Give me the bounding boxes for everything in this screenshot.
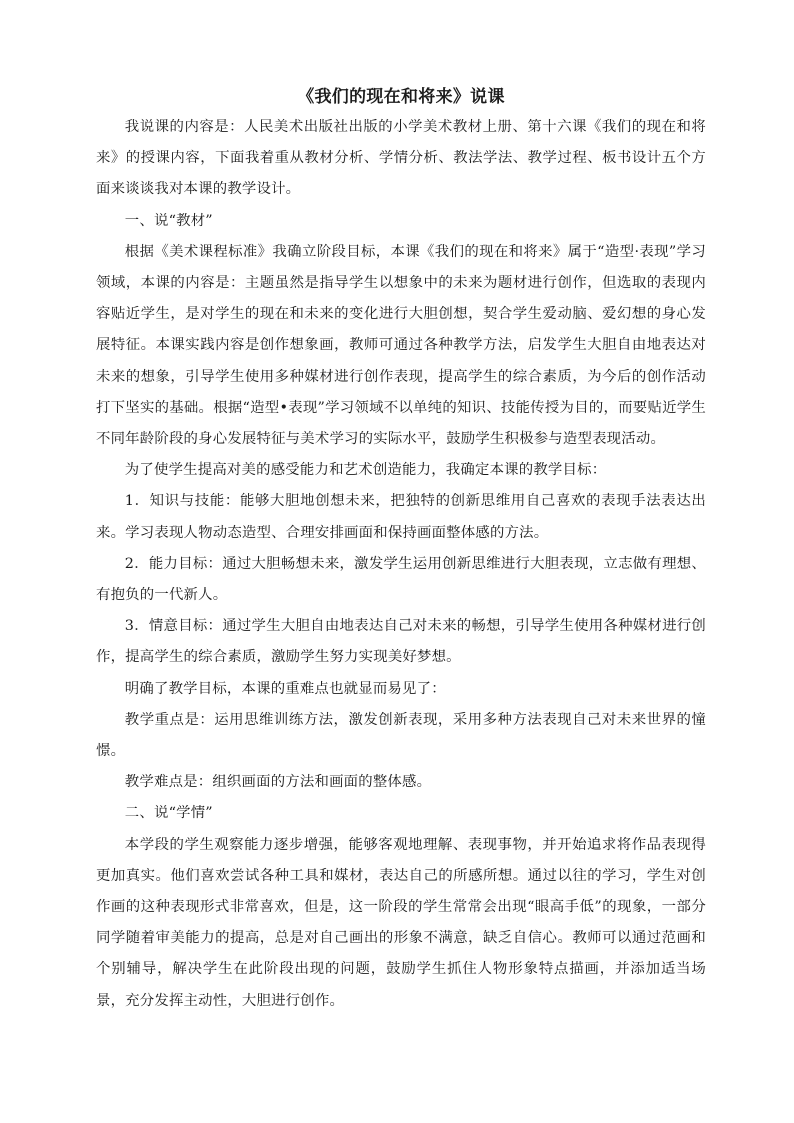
goal-emotion: 3．情意目标：通过学生大胆自由地表达自己对未来的畅想，引导学生使用各种媒材进行创作，提高学生的综合素质，激励学生努力实现美好梦想。 <box>96 618 706 666</box>
paragraph-learner-analysis: 本学段的学生观察能力逐步增强，能够客观地理解、表现事物，并开始追求将作品表现得更加真实。他们喜欢尝试各种工具和媒材，表达自己的所感所想。通过以往的学习，学生对创作画的这种表现形式非常喜欢，但是，这一阶段的学生常常会出现“眼高手低”的现象，一部分同学随着审美能力的提高，总是对自己画出的形象不满意，缺乏自信心。教师可以通过范画和个别辅导，解决学生在此阶段出现的问题，鼓励学生抓住人物形象特点描画，并添加适当场景，充分发挥主动性，大胆进行创作。 <box>96 836 706 1009</box>
paragraph-key-points-intro: 明确了教学目标，本课的重难点也就显而易见了： <box>124 680 446 697</box>
section-heading-learners: 二、说“学情” <box>124 805 213 822</box>
goal-ability: 2．能力目标：通过大胆畅想未来，激发学生运用创新思维进行大胆表现，立志做有理想、有抱负的一代新人。 <box>96 555 706 604</box>
teaching-difficulty: 教学难点是：组织画面的方法和画面的整体感。 <box>124 774 432 791</box>
teaching-key-point: 教学重点是：运用思维训练方法，激发创新表现，采用多种方法表现自己对未来世界的憧憬。 <box>96 711 706 760</box>
paragraph-intro: 我说课的内容是：人民美术出版社出版的小学美术教材上册、第十六课《我们的现在和将来》的授课内容，下面我着重从教材分析、学情分析、教法学法、教学过程、板书设计五个方面来谈谈我对本课的教学设计。 <box>96 119 706 198</box>
goal-knowledge-skills: 1．知识与技能：能够大胆地创想未来，把独特的创新思维用自己喜欢的表现手法表达出来。学习表现人物动态造型、合理安排画面和保持画面整体感的方法。 <box>96 493 706 541</box>
paragraph-textbook-analysis: 根据《美术课程标准》我确立阶段目标，本课《我们的现在和将来》属于“造型·表现”学习领域，本课的内容是：主题虽然是指导学生以想象中的未来为题材进行创作，但选取的表现内容贴近学生，是对学生的现在和未来的变化进行大胆创想，契合学生爱动脑、爱幻想的身心发展特征。本课实践内容是创作想象画，教师可通过各种教学方法，启发学生大胆自由地表达对未来的想象，引导学生使用多种媒材进行创作表现，提高学生的综合素质，为今后的创作活动打下坚实的基础。根据“造型•表现”学习领域不以单纯的知识、技能传授为目的，而要贴近学生不同年龄阶段的身心发展特征与美术学习的实际水平，鼓励学生积极参与造型表现活动。 <box>96 243 706 448</box>
document-page <box>96 84 706 1017</box>
document-title: 《我们的现在和将来》说课 <box>297 87 505 107</box>
paragraph-goals-intro: 为了使学生提高对美的感受能力和艺术创造能力，我确定本课的教学目标： <box>124 462 607 479</box>
section-heading-textbook: 一、说“教材” <box>124 212 213 229</box>
